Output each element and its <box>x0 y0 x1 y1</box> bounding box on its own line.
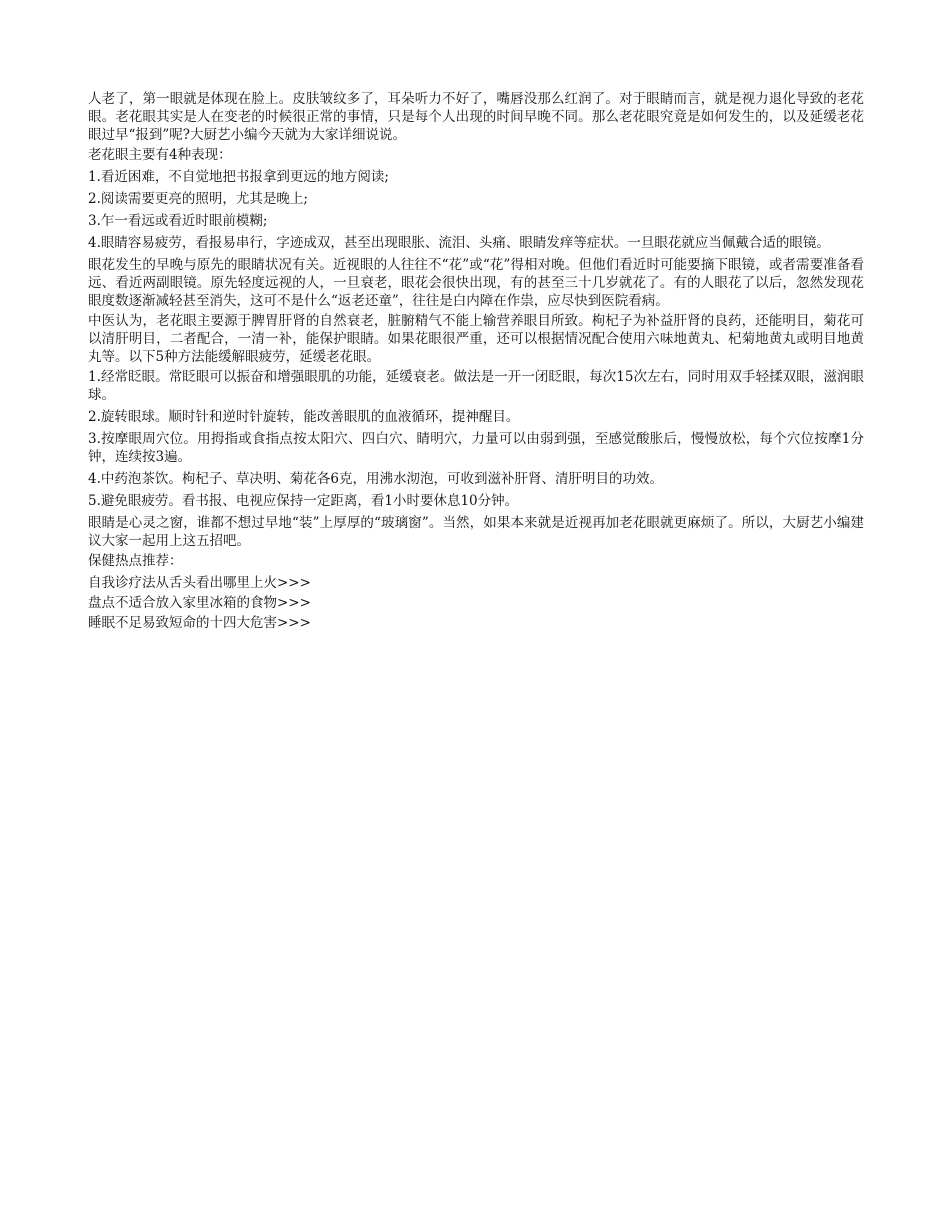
method-item: 4.中药泡茶饮。枸杞子、草决明、菊花各6克，用沸水沏泡，可收到滋补肝肾、清肝明目的功效。 <box>88 471 663 487</box>
symptom-item: 1.看近困难，不自觉地把书报拿到更远的地方阅读; <box>88 169 389 185</box>
conclusion-paragraph: 眼睛是心灵之窗，谁都不想过早地“装”上厚厚的“玻璃窗”。当然，如果本来就是近视再加老花眼就更麻烦了。所以，大厨艺小编建议大家一起用上这五招吧。 <box>88 515 864 549</box>
symptom-item: 4.眼睛容易疲劳，看报易串行，字迹成双，甚至出现眼胀、流泪、头痛、眼睛发痒等症状。一旦眼花就应当佩戴合适的眼镜。 <box>88 235 830 251</box>
article-body <box>88 90 864 634</box>
method-item: 2.旋转眼球。顺时针和逆时针旋转，能改善眼肌的血液循环，提神醒目。 <box>88 409 520 425</box>
recommendation-list <box>88 574 864 632</box>
method-item: 1.经常眨眼。常眨眼可以振奋和增强眼肌的功能，延缓衰老。做法是一开一闭眨眼，每次15次左右，同时用双手轻揉双眼，滋润眼球。 <box>88 369 864 403</box>
recommendation-link[interactable]: 盘点不适合放入家里冰箱的食物>>> <box>88 595 311 611</box>
method-item: 5.避免眼疲劳。看书报、电视应保持一定距离，看1小时要休息10分钟。 <box>88 493 519 509</box>
method-item: 3.按摩眼周穴位。用拇指或食指点按太阳穴、四白穴、睛明穴，力量可以由弱到强，至感觉酸胀后，慢慢放松，每个穴位按摩1分钟，连续按3遍。 <box>88 431 864 465</box>
list-item <box>88 594 864 612</box>
symptoms-heading: 老花眼主要有4种表现： <box>88 147 232 163</box>
tcm-paragraph: 中医认为，老花眼主要源于脾胃肝肾的自然衰老，脏腑精气不能上输营养眼目所致。枸杞子为补益肝肾的良药，还能明目，菊花可以清肝明目，二者配合，一清一补，能保护眼睛。如果花眼很严重，还可以根据情况配合使用六味地黄丸、杞菊地黄丸或明目地黄丸等。以下5种方法能缓解眼疲劳，延缓老花眼。 <box>88 313 864 365</box>
intro-paragraph: 人老了，第一眼就是体现在脸上。皮肤皱纹多了，耳朵听力不好了，嘴唇没那么红润了。对于眼睛而言，就是视力退化导致的老花眼。老花眼其实是人在变老的时候很正常的事情，只是每个人出现的时间早晚不同。那么老花眼究竟是如何发生的，以及延缓老花眼过早“报到”呢?大厨艺小编今天就为大家详细说说。 <box>88 91 864 143</box>
list-item <box>88 614 864 632</box>
recommendations-heading: 保健热点推荐： <box>88 553 183 569</box>
symptom-item: 3.乍一看远或看近时眼前模糊; <box>88 213 268 229</box>
list-item <box>88 574 864 592</box>
recommendation-link[interactable]: 自我诊疗法从舌头看出哪里上火>>> <box>88 575 311 591</box>
vision-paragraph: 眼花发生的早晚与原先的眼睛状况有关。近视眼的人往往不“花”或“花”得相对晚。但他们看近时可能要摘下眼镜，或者需要准备看远、看近两副眼镜。原先轻度远视的人，一旦衰老，眼花会很快出现，有的甚至三十几岁就花了。有的人眼花了以后，忽然发现花眼度数逐渐减轻甚至消失，这可不是什么“返老还童”，往往是白内障在作祟，应尽快到医院看病。 <box>88 257 864 309</box>
recommendation-link[interactable]: 睡眠不足易致短命的十四大危害>>> <box>88 615 311 631</box>
symptom-item: 2.阅读需要更亮的照明，尤其是晚上; <box>88 191 308 207</box>
